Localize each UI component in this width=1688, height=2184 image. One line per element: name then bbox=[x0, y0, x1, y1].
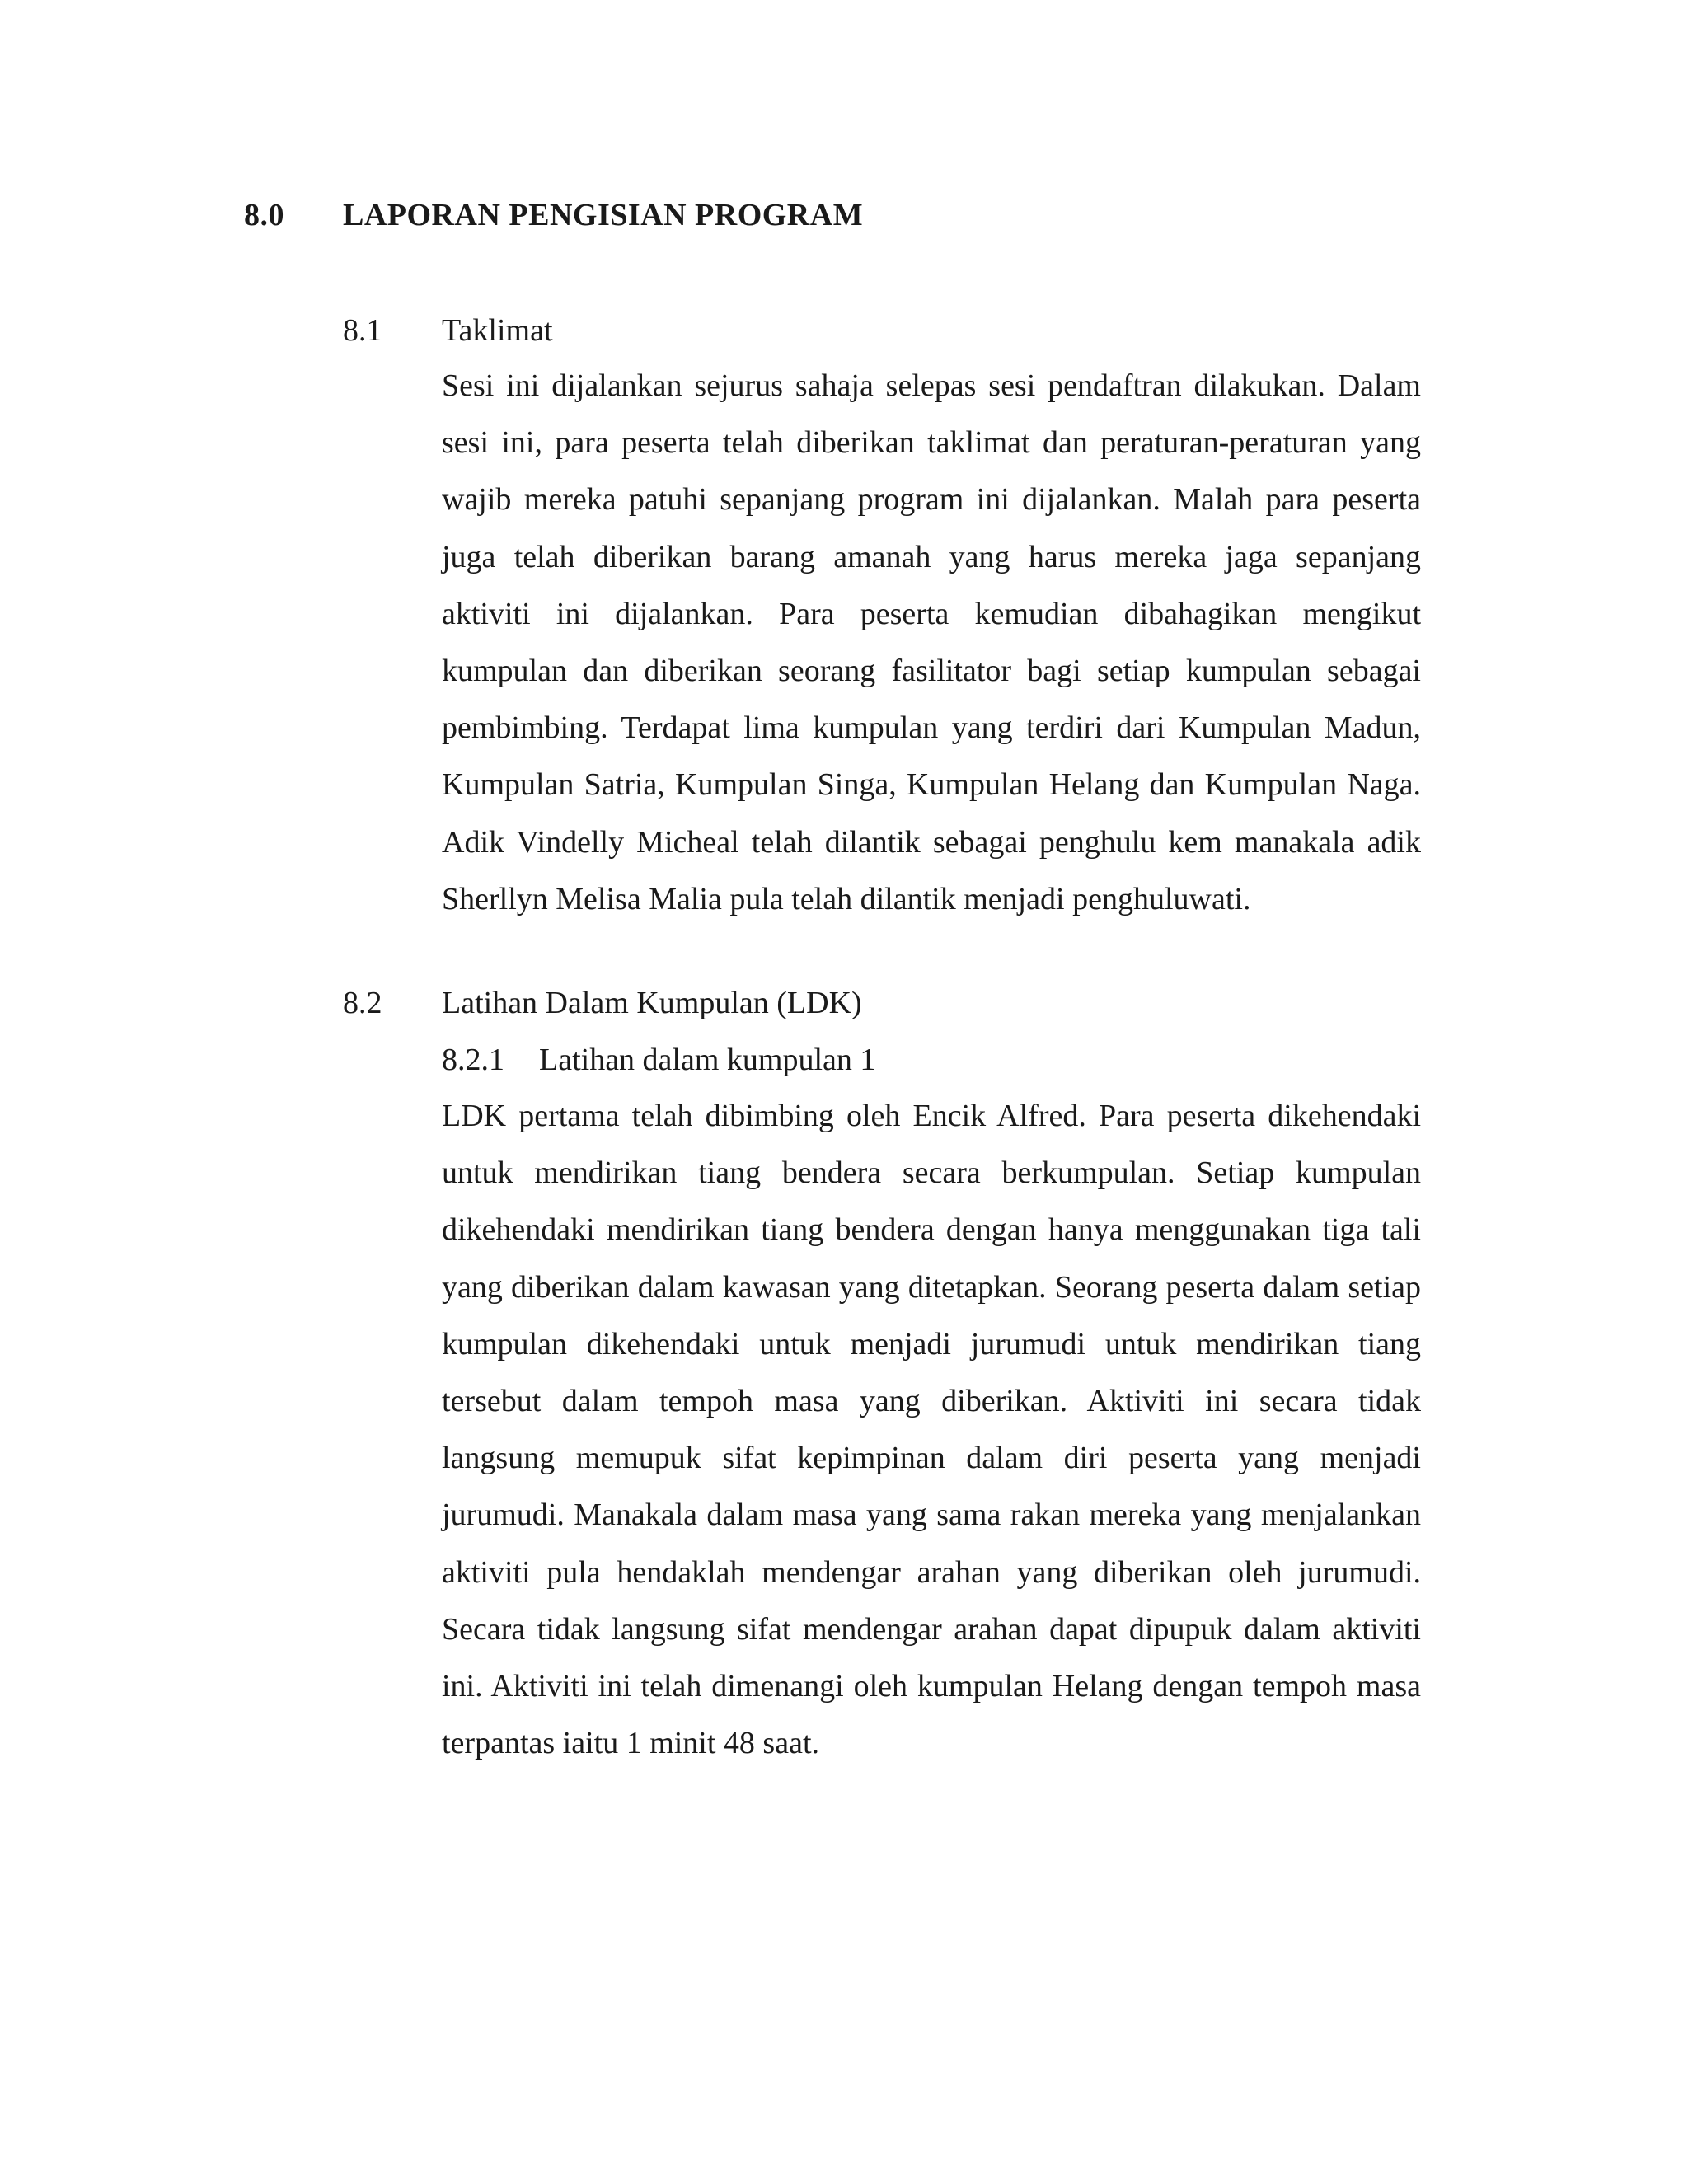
section-number: 8.2 bbox=[343, 986, 382, 1020]
section-number: 8.1 bbox=[343, 313, 382, 348]
subsection-8-2-1-body: LDK pertama telah dibimbing oleh Encik Alfred. Para peserta dikehendaki untuk mendirikan tiang bendera secara berkumpulan. Setiap kumpulan dikehendaki mendirikan tiang bendera dengan hanya menggunakan tiga tali yang diberikan dalam kawasan yang ditetapkan. Seorang peserta dalam setiap kumpulan dikehendaki untuk menjadi jurumudi untuk mendirikan tiang tersebut dalam tempoh masa yang diberikan. Aktiviti ini secara tidak langsung memupuk sifat kepimpinan dalam diri peserta yang menjadi jurumudi. Manakala dalam masa yang sama rakan mereka yang menjalankan aktiviti pula hendaklah mendengar arahan yang diberikan oleh jurumudi. Secara tidak langsung sifat mendengar arahan dapat dipupuk dalam aktiviti ini. Aktiviti ini telah dimenangi oleh kumpulan Helang dengan tempoh masa terpantas iaitu 1 minit 48 saat. bbox=[442, 1099, 1421, 1761]
subsection-title: Latihan dalam kumpulan 1 bbox=[539, 1043, 876, 1077]
main-heading-title: LAPORAN PENGISIAN PROGRAM bbox=[343, 198, 864, 232]
section-title: Taklimat bbox=[442, 313, 553, 348]
section-title: Latihan Dalam Kumpulan (LDK) bbox=[442, 986, 862, 1020]
main-heading-number: 8.0 bbox=[244, 198, 284, 232]
section-8-1-body: Sesi ini dijalankan sejurus sahaja selepas sesi pendaftran dilakukan. Dalam sesi ini, para peserta telah diberikan taklimat dan peraturan-peraturan yang wajib mereka patuhi sepanjang program ini dijalankan. Malah para peserta juga telah diberikan barang amanah yang harus mereka jaga sepanjang aktiviti ini dijalankan. Para peserta kemudian dibahagikan mengikut kumpulan dan diberikan seorang fasilitator bagi setiap kumpulan sebagai pembimbing. Terdapat lima kumpulan yang terdiri dari Kumpulan Madun, Kumpulan Satria, Kumpulan Singa, Kumpulan Helang dan Kumpulan Naga. Adik Vindelly Micheal telah dilantik sebagai penghulu kem manakala adik Sherllyn Melisa Malia pula telah dilantik menjadi penghuluwati. bbox=[442, 368, 1421, 916]
subsection-number: 8.2.1 bbox=[442, 1043, 504, 1077]
